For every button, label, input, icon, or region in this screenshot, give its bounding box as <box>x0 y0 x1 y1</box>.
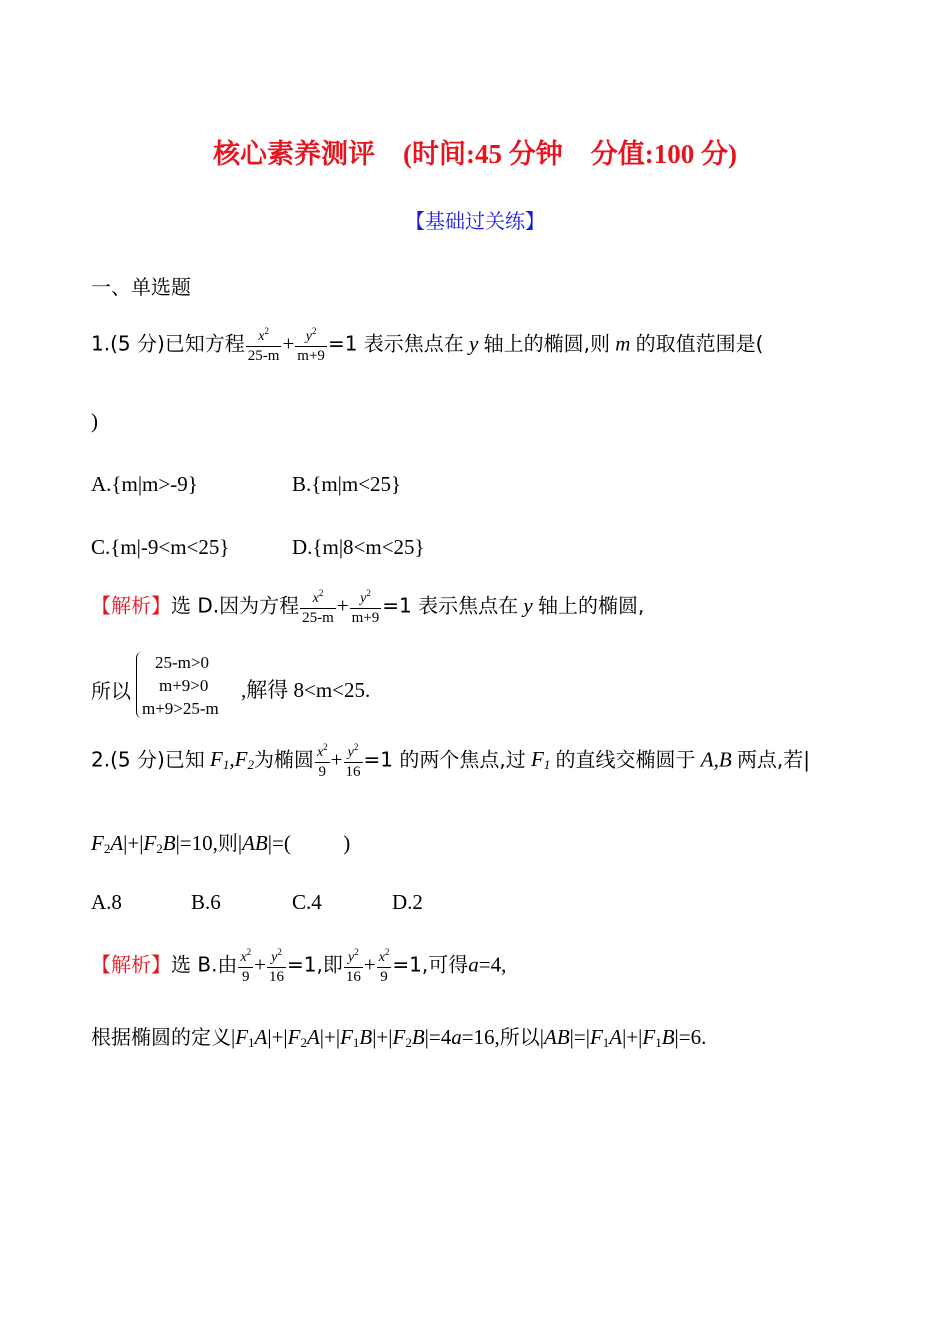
q1-option-b: B.{m|m<25} <box>292 472 402 496</box>
q2-fraction-y: $\frac{y^2}{16}$ <box>345 742 361 780</box>
q1-fraction-x: $\frac{x^2}{25-m}$ <box>247 326 280 364</box>
q2-option-c: C.4 <box>292 890 322 914</box>
q1-option-d: D.{m|8<m<25} <box>292 535 425 559</box>
q2-stem: 2.(5 分)已知 $F_1,F_2$为椭圆 $\frac{x^2}{9}$ + $\frac{y^2}{16}$ =1 的两个焦点,过 $F_1$ 的直线交椭圆于 A,B 两点,若| <box>91 740 810 783</box>
a1-so: 所以 <box>91 679 131 703</box>
q2-fraction-x: $\frac{x^2}{9}$ <box>316 742 328 780</box>
a2-fraction: $\frac{y^2}{16}$ <box>269 947 284 985</box>
a2-fraction: $\frac{x^2}{9}$ <box>240 947 252 985</box>
a2-fraction: $\frac{y^2}{16}$ <box>345 947 361 985</box>
analysis-tag: 【解析】 <box>91 952 171 977</box>
a2-fraction: $\frac{x^2}{9}$ <box>378 947 390 985</box>
page-title <box>0 132 950 171</box>
q1-close-paren: ) <box>91 409 98 433</box>
a2-line2: 根据椭圆的定义$|F_1A|+|F_2A|+|F_1B|+|F_2B|=4a=16$,所以$|AB|=|F_1A|+|F_1B|=6$. <box>91 1025 707 1050</box>
q1-option-c: C.{m|-9<m<25} <box>91 535 230 559</box>
a1-line1: 【解析】选 D.因为方程 $\frac{x^2}{25-m}$ + $\frac{y^2}{m+9}$ =1 表示焦点在 y 轴上的椭圆, <box>91 586 644 629</box>
q2-option-d: D.2 <box>392 890 423 914</box>
system-row: m+9>0 <box>159 676 209 695</box>
q1-prefix: 1.(5 分)已知方程 <box>91 331 245 356</box>
section-heading: 一、单选题 <box>91 275 191 299</box>
a1-fraction-x: $\frac{x^2}{25-m}$ <box>302 588 334 626</box>
q1-stem: 1.(5 分)已知方程 $\frac{x^2}{25-m}$ + $\frac{y^2}{m+9}$ =1 表示焦点在 y 轴上的椭圆,则 m 的取值范围是( <box>91 324 763 367</box>
q2-option-a: A.8 <box>91 890 122 914</box>
title-score: 分值:100 分) <box>590 139 737 169</box>
q2-line2: $F_2A|+|F_2B|=10$,则|AB|=( ) <box>91 831 351 856</box>
q2-option-b: B.6 <box>191 890 221 914</box>
q1-fraction-y: $\frac{y^2}{m+9}$ <box>297 326 325 364</box>
analysis-tag: 【解析】 <box>91 593 171 618</box>
title-time: (时间:45 分钟 <box>403 139 563 169</box>
q1-option-a: A.{m|m>-9} <box>91 472 198 496</box>
system-row: 25-m>0 <box>155 653 209 672</box>
a1-fraction-y: $\frac{y^2}{m+9}$ <box>351 588 380 626</box>
a1-result: ,解得 8<m<25. <box>241 678 371 702</box>
title-main: 核心素养测评 <box>213 139 376 169</box>
a2-line1: 【解析】选 B.由 $\frac{x^2}{9}$ + $\frac{y^2}{16}$ =1,即 $\frac{y^2}{16}$ + $\frac{x^2}{9}$ =1,可得a=4, <box>91 945 506 988</box>
system-row: m+9>25-m <box>142 699 219 718</box>
section-tag: 【基础过关练】 <box>405 209 545 233</box>
